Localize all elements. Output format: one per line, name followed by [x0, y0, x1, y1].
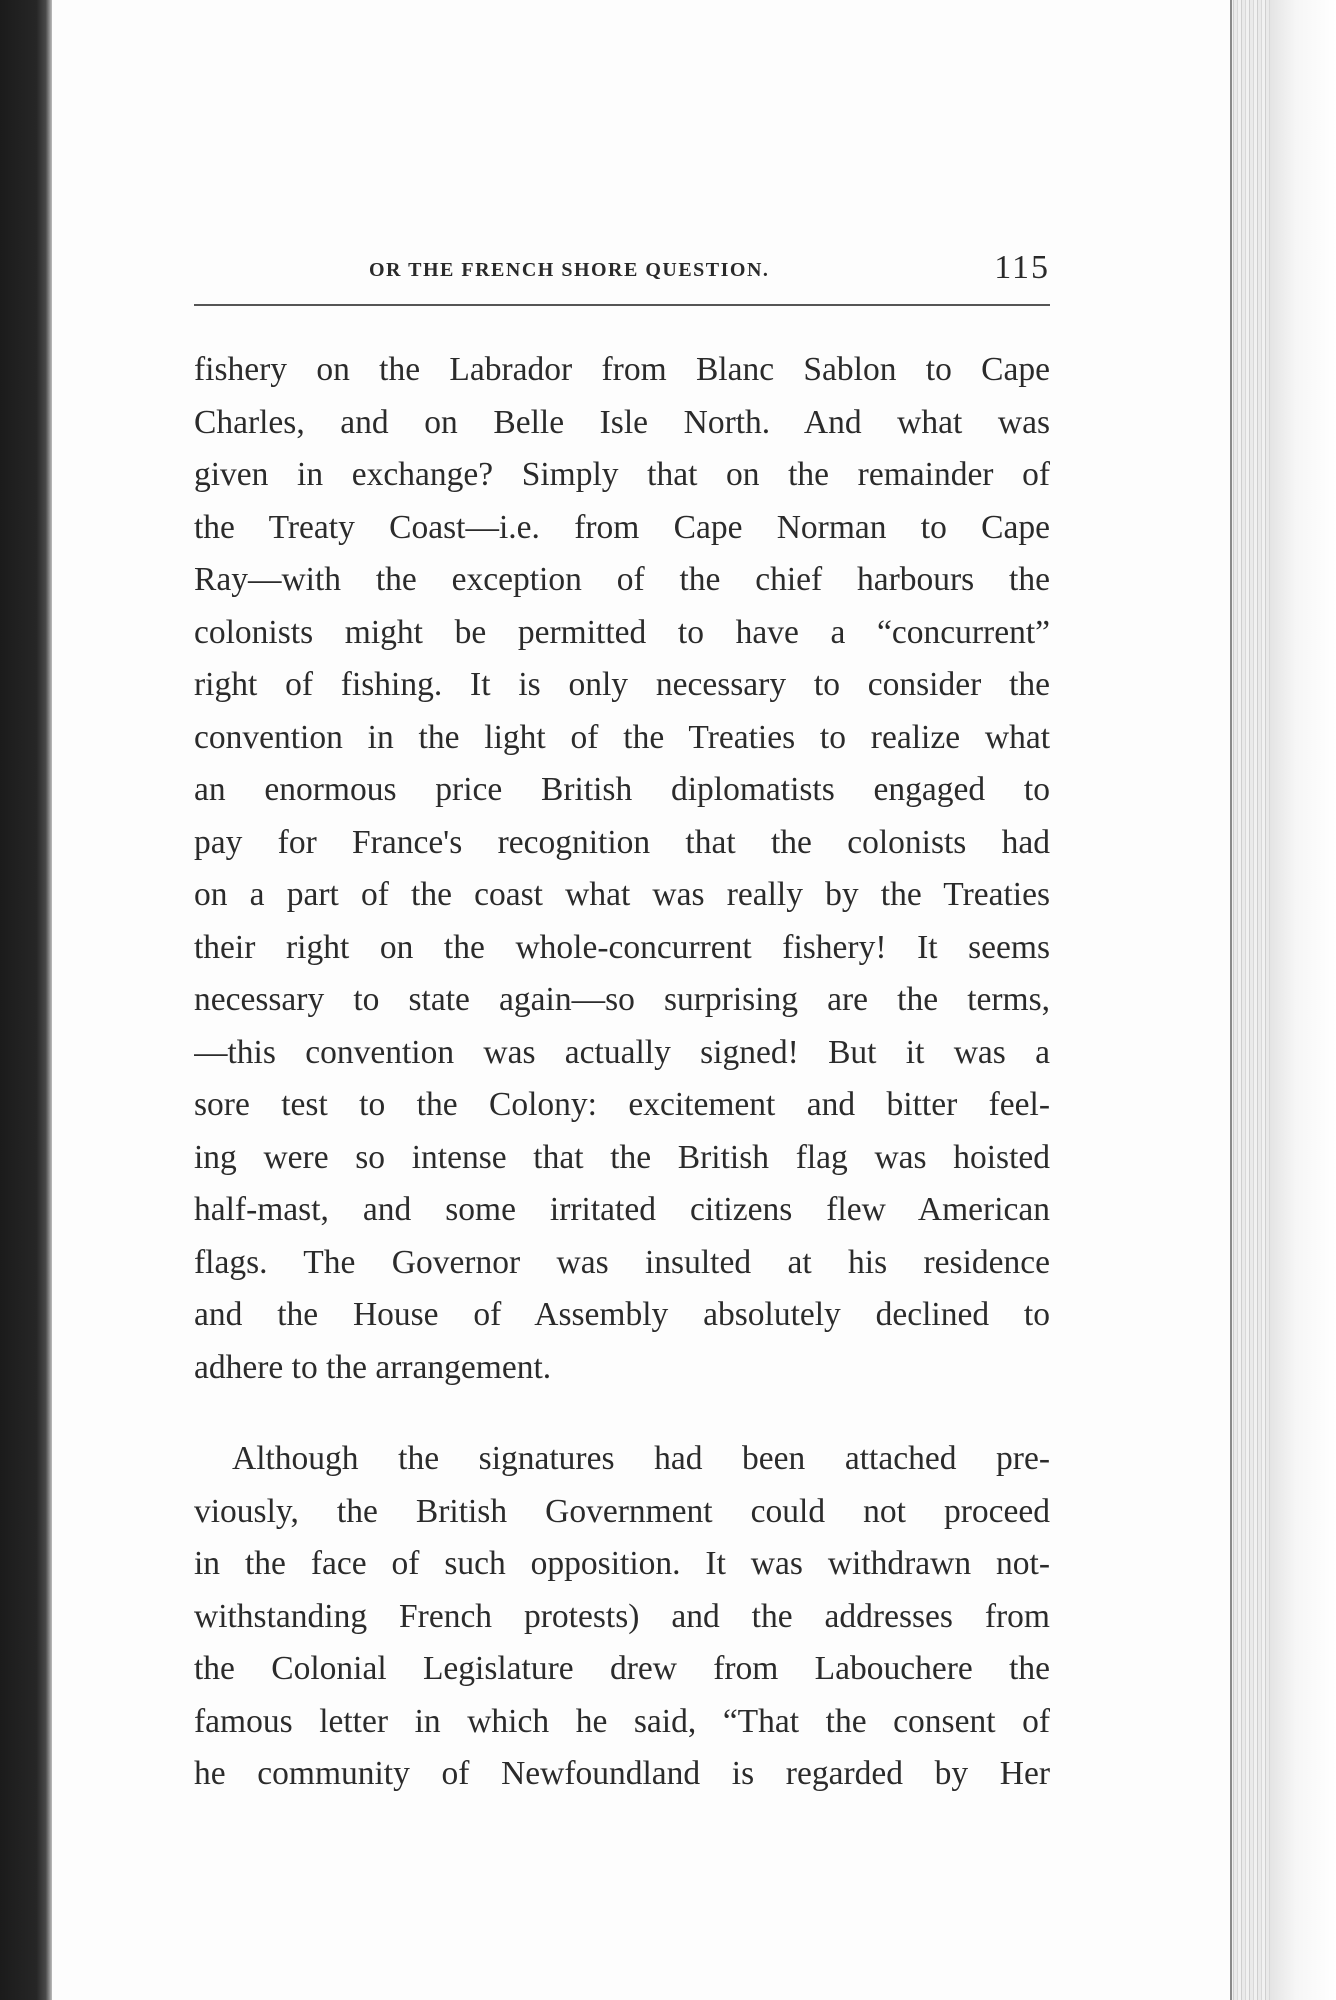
text-line: their right on the whole-concurrent fishery! It seems	[194, 928, 1050, 966]
text-line: colonists might be permitted to have a “concurrent”	[194, 613, 1050, 651]
text-line: on a part of the coast what was really by the Treaties	[194, 876, 1050, 913]
text-line: flags. The Governor was insulted at his residence	[194, 1243, 1050, 1281]
text-line: pay for France's recognition that the colonists had	[194, 823, 1050, 861]
text-line: he community of Newfoundland is regarded by Her	[194, 1755, 1050, 1792]
text-line: and the House of Assembly absolutely declined to	[194, 1296, 1050, 1333]
running-title: OR THE FRENCH SHORE QUESTION.	[369, 259, 770, 281]
text-line: Ray—with the exception of the chief harbours the	[194, 561, 1050, 598]
text-line: right of fishing. It is only necessary to consider the	[194, 666, 1050, 703]
text-line: sore test to the Colony: excitement and bitter feel-	[194, 1086, 1050, 1123]
text-line: fishery on the Labrador from Blanc Sablon to Cape	[194, 351, 1050, 388]
text-line: —this convention was actually signed! But it was a	[194, 1033, 1050, 1071]
paragraph-1	[194, 344, 1050, 1394]
book-spine-shadow	[0, 0, 52, 2000]
text-line: necessary to state again—so surprising are the terms,	[194, 981, 1050, 1018]
text-line: ing were so intense that the British flag was hoisted	[194, 1138, 1050, 1176]
paragraph-gap	[194, 1394, 1050, 1433]
running-header	[194, 249, 1050, 295]
page-number: 115	[994, 249, 1050, 286]
page-edges	[1230, 0, 1336, 2000]
paragraph-2	[194, 1433, 1050, 1801]
text-line: famous letter in which he said, “That the consent of	[194, 1702, 1050, 1740]
text-line: Charles, and on Belle Isle North. And what was	[194, 403, 1050, 441]
text-line: an enormous price British diplomatists engaged to	[194, 771, 1050, 808]
body-text	[194, 344, 1050, 1801]
text-line: the Colonial Legislature drew from Labouchere the	[194, 1650, 1050, 1687]
text-line: given in exchange? Simply that on the remainder of	[194, 456, 1050, 493]
text-line: in the face of such opposition. It was withdrawn not-	[194, 1545, 1050, 1582]
text-line: adhere to the arrangement.	[194, 1348, 552, 1386]
text-line: withstanding French protests) and the addresses from	[194, 1597, 1050, 1635]
text-line: convention in the light of the Treaties to realize what	[194, 718, 1050, 756]
text-line: Although the signatures had been attached pre-	[232, 1440, 1050, 1477]
text-line: half-mast, and some irritated citizens flew American	[194, 1191, 1050, 1228]
header-rule	[194, 304, 1050, 306]
text-line: the Treaty Coast—i.e. from Cape Norman to Cape	[194, 508, 1050, 546]
text-line: viously, the British Government could not proceed	[194, 1492, 1050, 1530]
